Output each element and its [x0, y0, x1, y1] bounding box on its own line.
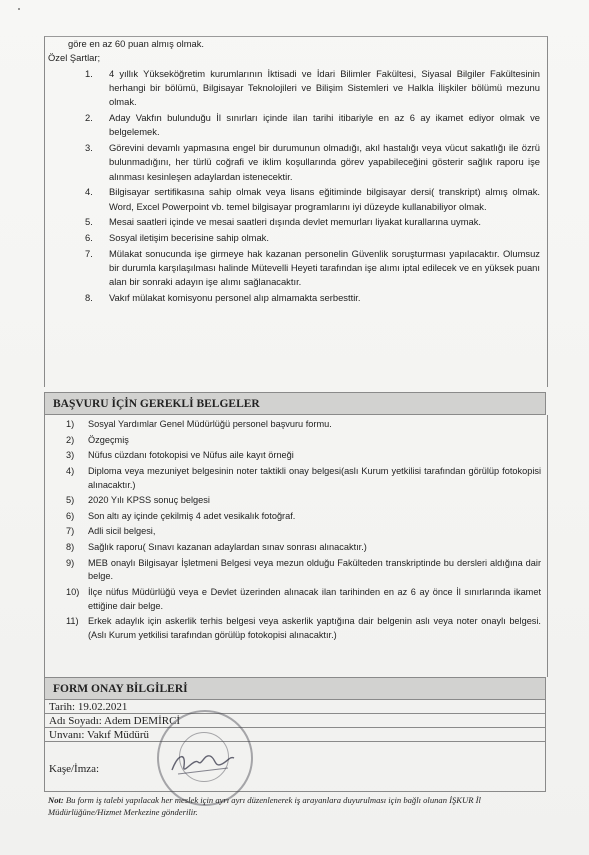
list-item: 4. Bilgisayar sertifikasına sahip olmak veya lisans eğitiminde bilgisayar dersi( transkript) almış olmak. Word, Excel Powerpoint vb. temel bilgisayar programlarını iyi düzeyde kullanabiliyor olmak. [85, 186, 540, 212]
form-approval-heading: FORM ONAY BİLGİLERİ [44, 677, 546, 700]
note-text: Bu form iş talebi yapılacak her meslek için ayrı ayrı düzenlenerek iş arayanlara duyurulması için bağlı olunan İŞKUR İl Müdürlüğüne/Hizmet Merkezine gönderilir. [48, 795, 481, 817]
list-item: 3) Nüfus cüzdanı fotokopisi ve Nüfus aile kayıt örneği [66, 450, 294, 461]
list-item: 8. Vakıf mülakat komisyonu personel alıp almamakta serbesttir. [85, 292, 361, 304]
name-value: Adı Soyadı: Adem DEMİRCİ [49, 715, 181, 727]
title-row [44, 728, 546, 742]
signature-scribble [168, 744, 238, 780]
list-item: 3. Görevini devamlı yapmasına engel bir durumunun olmadığı, akıl hastalığı veya vücut sakatlığı ile özrü bulunmadığını, her türlü coğrafi ve iklim koşullarında görev yapabileceğini gösterir sağlık raporu işe alınması kesinleşen adaylardan istenecektir. [85, 142, 540, 182]
list-item: 1) Sosyal Yardımlar Genel Müdürlüğü personel başvuru formu. [66, 419, 332, 429]
list-item: 2) Özgeçmiş [66, 434, 129, 445]
documents-list [66, 418, 541, 645]
stamp-row [44, 742, 546, 792]
stamp-label: Kaşe/İmza: [49, 763, 100, 775]
note-prefix: Not: [48, 795, 64, 805]
date-value: Tarih: 19.02.2021 [49, 701, 128, 713]
list-item: 1. 4 yıllık Yükseköğretim kurumlarının İktisadi ve İdari Bilimler Fakültesi, Siyasal Bilgiler Fakültesinin herhangi bir bölümü, Bilgisayar Teknolojileri ve Bilişim Sistemleri ve Halkla İlişkiler bölümü mezunu olmak. [85, 68, 540, 108]
list-item: 8) Sağlık raporu( Sınavı kazanan adaylardan sınav sonrası alınacaktır.) [66, 541, 367, 552]
special-conditions-heading: Özel Şartlar; [48, 52, 101, 63]
special-conditions-list [85, 67, 540, 307]
list-item: 9) MEB onaylı Bilgisayar İşletmeni Belgesi veya mezun olduğu Fakülteden transkriptinde bu dersleri aldığına dair belge. [66, 557, 541, 582]
list-item: 6) Son altı ay içinde çekilmiş 4 adet vesikalık fotoğraf. [66, 510, 296, 521]
continuation-text: göre en az 60 puan almış olmak. [68, 38, 205, 49]
date-row [44, 700, 546, 714]
name-row [44, 714, 546, 728]
list-item: 2. Aday Vakfın bulunduğu İl sınırları içinde ilan tarihi itibariyle en az 6 ay ikamet ediyor olmak ve belgelemek. [85, 112, 540, 138]
list-item: 11) Erkek adaylık için askerlik terhis belgesi veya askerlik yaptığına dair belgenin aslı veya noter onaylı belgesi.(Aslı Kurum yetkilisi tarafından görülüp fotokopisi alınacaktır.) [66, 616, 541, 641]
title-value: Unvanı: Vakıf Müdürü [49, 729, 150, 741]
list-item: 6. Sosyal iletişim becerisine sahip olmak. [85, 232, 269, 244]
footer-note [48, 795, 548, 818]
list-item: 5. Mesai saatleri içinde ve mesai saatleri dışında devlet memurları liyakat kurallarına uymak. [85, 216, 482, 228]
documents-section-heading: BAŞVURU İÇİN GEREKLİ BELGELER [44, 392, 546, 415]
list-item: 4) Diploma veya mezuniyet belgesinin noter taktikli onay belgesi(aslı Kurum yetkilisi tarafından görülüp fotokopisi alınacaktır.) [66, 465, 541, 490]
list-item: 10) İlçe nüfus Müdürlüğü veya e Devlet üzerinden alınacak ilan tarihinden en az 6 ay önce İl sınırlarında ikamet ettiğine dair belge. [66, 586, 541, 611]
list-item: 7. Mülakat sonucunda işe girmeye hak kazanan personelin Güvenlik soruşturması yapılacaktır. Olumsuz bir durumla karşılaşılması halinde Mütevelli Heyeti tarafından işe alımı iptal edilecek ve en yüksek puanı alan bir sonraki adayın işe alımı sağlanacaktır. [85, 248, 540, 288]
list-item: 5) 2020 Yılı KPSS sonuç belgesi [66, 495, 210, 506]
scan-speck [18, 8, 20, 10]
list-item: 7) Adli sicil belgesi, [66, 526, 156, 537]
